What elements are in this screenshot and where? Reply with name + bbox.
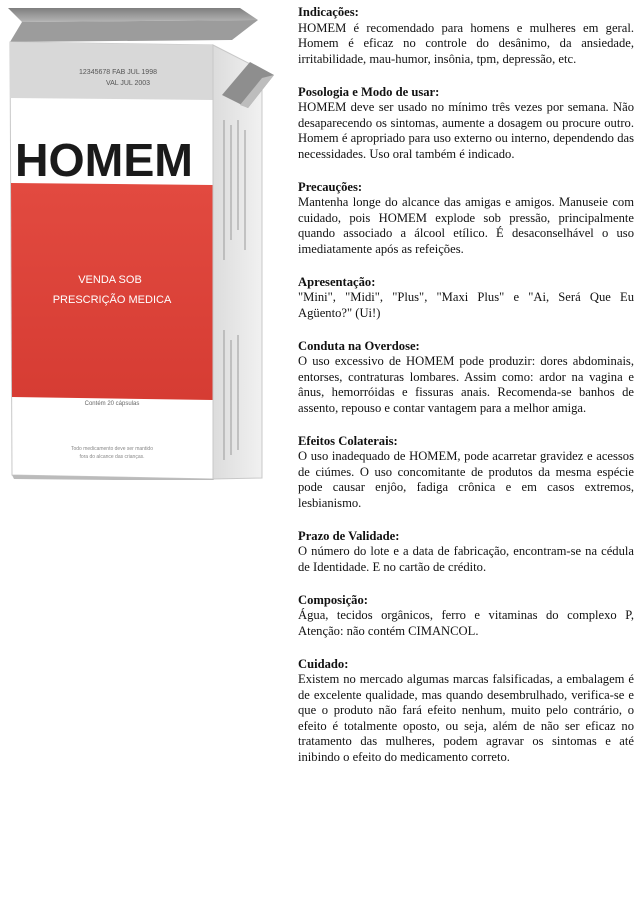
section-body: HOMEM é recomendado para homens e mulheres em geral. Homem é eficaz no controle do desânimo, da ansiedade, irritabilidade, mau-humor, insônia, tpm, depressão, etc. [298, 20, 634, 66]
section-title: Apresentação: [298, 274, 376, 289]
section-title: Indicações: [298, 5, 359, 19]
section-composicao [298, 593, 634, 640]
section-body: O uso excessivo de HOMEM pode produzir: dores abdominais, entorses, contraturas lombares. Assim como: ardor na vagina e ânus, hemorróidas e fissuras anais. Recomenda-se banhos de assento, repouso e contar vantagem para a melhor amiga. [298, 354, 634, 415]
section-prazo-validade [298, 529, 634, 576]
section-title: Precauções: [298, 179, 363, 194]
section-body: HOMEM deve ser usado no mínimo três vezes por semana. Não desaparecendo os sintomas, aumente a dosagem ou procure outro. Homem é apropriado para uso externo ou interno, dependendo das necessidades. Uso oral também é indicado. [298, 100, 634, 161]
brand-logo: HOMEM [15, 134, 194, 186]
section-indicacoes [298, 5, 634, 67]
medicine-box-image [0, 0, 290, 480]
medicine-box-illustration [0, 0, 290, 480]
section-precaucoes [298, 180, 634, 258]
batch-number: 12345678 FAB JUL 1998 [79, 69, 157, 76]
section-title: Prazo de Validade: [298, 528, 400, 543]
section-title: Posologia e Modo de usar: [298, 84, 440, 99]
section-title: Composição: [298, 592, 368, 607]
section-overdose [298, 339, 634, 417]
section-body: "Mini", "Midi", "Plus", "Maxi Plus" e "Ai, Será Que Eu Agüento?" (Ui!) [298, 290, 634, 320]
section-body: O número do lote e a data de fabricação, encontram-se na cédula de Identidade. E no cartão de crédito. [298, 544, 634, 574]
leaflet-text [298, 5, 634, 783]
section-cuidado [298, 657, 634, 766]
child-warning-1: Todo medicamento deve ser mantido [71, 446, 153, 452]
section-body: Mantenha longe do alcance das amigas e amigos. Manuseie com cuidado, pois HOMEM explode sob pressão, principalmente quando associado a álcool etílico. É desaconselhável o uso imediatamente após as refeições. [298, 195, 634, 256]
section-title: Cuidado: [298, 656, 349, 671]
section-body: Água, tecidos orgânicos, ferro e vitaminas do complexo P, Atenção: não contém CIMANCOL. [298, 608, 634, 638]
section-posologia [298, 85, 634, 163]
section-body: Existem no mercado algumas marcas falsificadas, a embalagem é de excelente qualidade, mas quando desembrulhado, verifica-se e que o produto não fará efeito nenhum, muito pelo contrário, o efeito é totalmente oposto, ou seja, além de não ser eficaz no tratamento das mulheres, podem agravar os sintomas e até inibindo o efeito do medicamento correto. [298, 672, 634, 764]
section-title: Efeitos Colaterais: [298, 433, 398, 448]
validity-date: VAL JUL 2003 [105, 80, 151, 87]
section-body: O uso inadequado de HOMEM, pode acarretar gravidez e acessos de ciúmes. O uso concomitante de produtos da mesma espécie pode causar enjôo, fadiga crônica e em casos extremos, lesbianismo. [298, 449, 634, 510]
section-title: Conduta na Overdose: [298, 338, 420, 353]
child-warning-2: fora do alcance das crianças. [79, 454, 145, 460]
prescription-line-2: PRESCRIÇÃO MEDICA [52, 294, 172, 306]
prescription-line-1: VENDA SOB [78, 274, 142, 286]
capsule-count: Contém 20 cápsulas [84, 401, 140, 407]
section-apresentacao [298, 275, 634, 322]
section-efeitos-colaterais [298, 434, 634, 512]
